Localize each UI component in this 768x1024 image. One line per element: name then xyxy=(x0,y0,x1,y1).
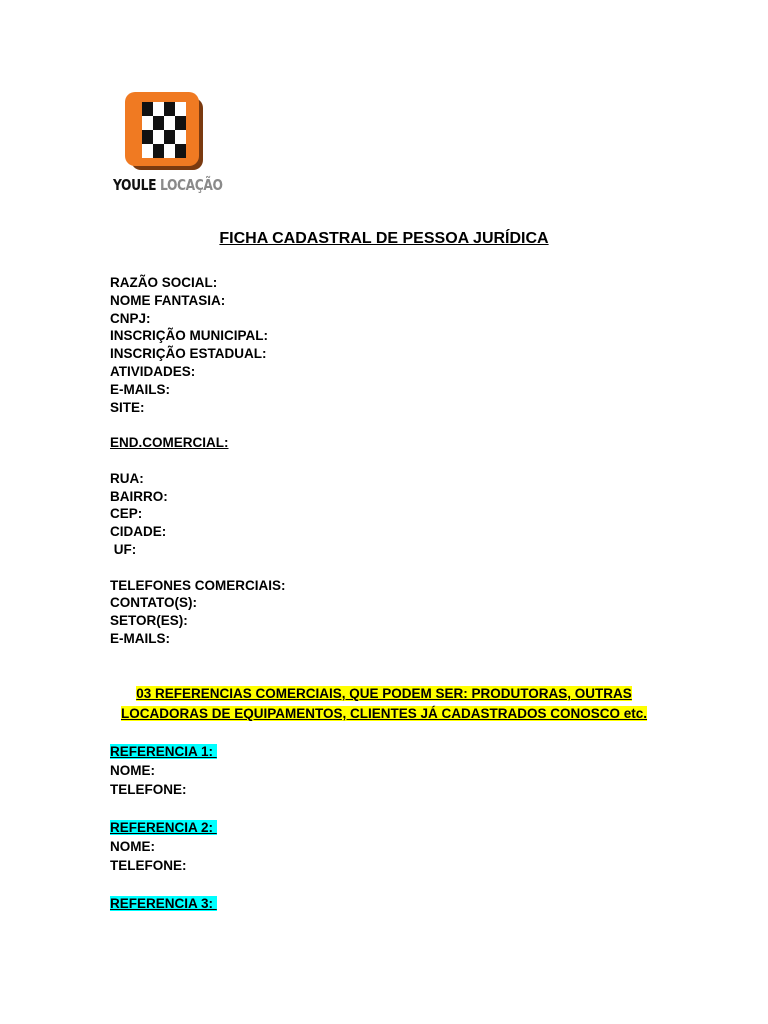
field-telefones-comerciais-label: TELEFONES COMERCIAIS: xyxy=(110,577,286,593)
field-emails-label: E-MAILS: xyxy=(110,381,170,397)
field-cidade-label: CIDADE: xyxy=(110,524,167,540)
field-cep-label: CEP: xyxy=(110,506,143,522)
field-bairro-label: BAIRRO: xyxy=(110,488,168,504)
logo-word-locacao: LOCAÇÃO xyxy=(159,176,223,194)
address-section-heading: END.COMERCIAL: xyxy=(110,435,229,451)
field-atividades-label: ATIVIDADES: xyxy=(110,363,196,379)
youle-locacao-logo xyxy=(113,90,223,200)
logo-wordmark xyxy=(113,176,223,194)
field-cnpj-label: CNPJ: xyxy=(110,310,151,326)
field-inscricao-estadual-label: INSCRIÇÃO ESTADUAL: xyxy=(110,346,267,362)
reference-1-name-label: NOME: xyxy=(110,763,155,778)
field-contatos-label: CONTATO(S): xyxy=(110,595,197,611)
field-razao-social-label: RAZÃO SOCIAL: xyxy=(110,275,218,290)
field-setores-label: SETOR(ES): xyxy=(110,613,188,629)
field-nome-fantasia-label: NOME FANTASIA: xyxy=(110,292,226,308)
reference-1-heading: REFERENCIA 1: xyxy=(110,744,217,759)
field-contact-emails-label: E-MAILS: xyxy=(110,630,170,646)
notice-line-2: LOCADORAS DE EQUIPAMENTOS, CLIENTES JÁ CADASTRADOS CONOSCO etc. xyxy=(120,706,648,721)
field-site-label: SITE: xyxy=(110,399,145,415)
logo-checker-icon xyxy=(125,92,205,172)
field-uf-label: UF: xyxy=(110,541,137,557)
reference-2-name-label: NOME: xyxy=(110,839,155,854)
notice-line-1: 03 REFERENCIAS COMERCIAIS, QUE PODEM SER: PRODUTORAS, OUTRAS xyxy=(136,686,632,701)
reference-3-heading: REFERENCIA 3: xyxy=(110,896,217,911)
logo-word-youle: YOULE xyxy=(113,176,157,194)
form-fields xyxy=(110,274,286,648)
references-section xyxy=(110,742,217,913)
field-rua-label: RUA: xyxy=(110,470,144,486)
reference-2-phone-label: TELEFONE: xyxy=(110,858,187,873)
page-title: FICHA CADASTRAL DE PESSOA JURÍDICA xyxy=(219,230,549,247)
field-inscricao-municipal-label: INSCRIÇÃO MUNICIPAL: xyxy=(110,328,268,344)
references-notice xyxy=(0,684,768,724)
reference-2-heading: REFERENCIA 2: xyxy=(110,820,217,835)
reference-1-phone-label: TELEFONE: xyxy=(110,782,187,797)
